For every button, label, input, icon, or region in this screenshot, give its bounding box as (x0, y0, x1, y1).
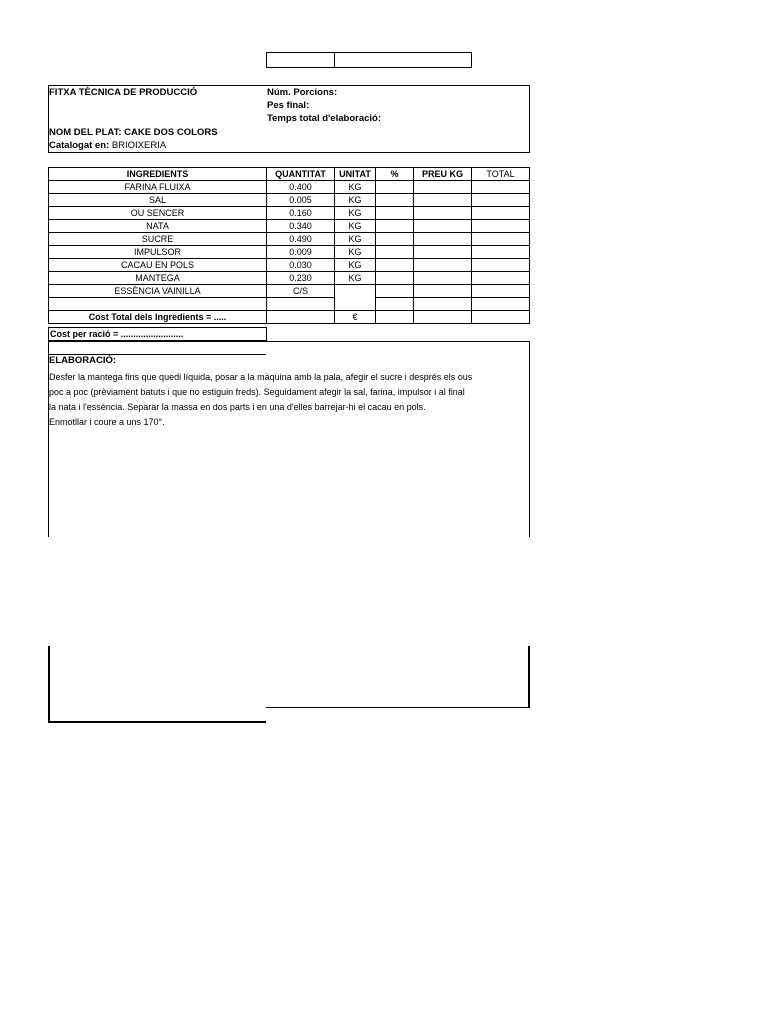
col-header-quantity: QUANTITAT (267, 168, 335, 181)
catalog-label: Catalogat en: (49, 140, 110, 151)
percent-cell (376, 207, 414, 220)
table-row (49, 259, 530, 272)
cost-per-portion-row (48, 327, 267, 341)
percent-cell (376, 259, 414, 272)
percent-cell (376, 220, 414, 233)
unit-cell: KG (335, 207, 376, 220)
percent-cell (376, 233, 414, 246)
unit-cell: KG (335, 246, 376, 259)
ingredient-cell: SUCRE (49, 233, 267, 246)
ingredient-cell: OU SENCER (49, 207, 267, 220)
sheet-title: FITXA TÈCNICA DE PRODUCCIÓ (49, 87, 198, 98)
table-row (49, 194, 530, 207)
elaboration-line: la nata i l'essència. Separar la massa en dos parts i en una d'elles barrejar-hi el cacau en pols. (49, 402, 426, 412)
price-cell (414, 285, 472, 298)
col-header-unit: UNITAT (335, 168, 376, 181)
ingredient-cell: NATA (49, 220, 267, 233)
total-cell (472, 259, 530, 272)
ingredient-cell: MANTEGA (49, 272, 267, 285)
box-continuation-bottom-left (48, 721, 266, 723)
table-header-row (49, 168, 530, 181)
table-row (49, 207, 530, 220)
dish-name: NOM DEL PLAT: CAKE DOS COLORS (49, 127, 218, 138)
total-cost-row (49, 311, 530, 324)
elaboration-line: Desfer la mantega fins que quedi líquida, posar a la màquina amb la pala, afegir el sucre i després els ous (49, 372, 473, 382)
unit-cell: KG (335, 181, 376, 194)
col-header-percent: % (376, 168, 414, 181)
cost-per-portion-label: Cost per ració = ......................... (50, 329, 184, 339)
unit-cell: KG (335, 220, 376, 233)
quantity-cell: 0.230 (267, 272, 335, 285)
price-cell (414, 207, 472, 220)
table-row-empty (49, 298, 530, 311)
quantity-cell: 0.005 (267, 194, 335, 207)
total-cost-value (267, 311, 335, 324)
percent-cell (376, 181, 414, 194)
price-cell (414, 194, 472, 207)
catalog-value: BRIOIXERIA (111, 140, 167, 151)
total-cost-label: Cost Total dels Ingredients = ..... (49, 311, 267, 324)
currency-symbol: € (335, 311, 376, 324)
quantity-cell: 0.009 (267, 246, 335, 259)
price-cell (414, 233, 472, 246)
table-row (49, 220, 530, 233)
unit-cell: KG (335, 272, 376, 285)
table-row (49, 181, 530, 194)
total-cell (472, 272, 530, 285)
price-cell (414, 272, 472, 285)
quantity-cell: C/S (267, 285, 335, 298)
total-cell (472, 233, 530, 246)
box-continuation-right (528, 646, 530, 708)
quantity-cell: 0.340 (267, 220, 335, 233)
box-continuation-left (48, 646, 50, 723)
unit-cell: KG (335, 194, 376, 207)
table-row (49, 246, 530, 259)
percent-cell (376, 194, 414, 207)
table-row (49, 233, 530, 246)
col-header-price-kg: PREU KG (414, 168, 472, 181)
percent-cell (376, 246, 414, 259)
unit-cell: KG (335, 233, 376, 246)
total-cell (472, 246, 530, 259)
elaboration-line: poc a poc (prèviament batuts i que no estiguin freds). Seguidament afegir la sal, farina, impulsor i al final (49, 387, 465, 397)
elaboration-title: ELABORACIÓ: (49, 355, 117, 366)
total-cell (472, 207, 530, 220)
table-row (49, 272, 530, 285)
ingredient-cell: IMPULSOR (49, 246, 267, 259)
ingredients-table (48, 167, 530, 324)
price-cell (414, 220, 472, 233)
percent-cell (376, 285, 414, 298)
ingredient-cell: FARINA FLUIXA (49, 181, 267, 194)
col-header-ingredients: INGREDIENTS (49, 168, 267, 181)
percent-cell (376, 272, 414, 285)
total-cell (472, 311, 530, 324)
table-row (49, 285, 530, 298)
box-continuation-bottom-right (266, 707, 530, 708)
quantity-cell: 0.030 (267, 259, 335, 272)
total-cell (472, 285, 530, 298)
quantity-cell: 0.160 (267, 207, 335, 220)
unit-cell: KG (335, 259, 376, 272)
ingredient-cell: ESSÈNCIA VAINILLA (49, 285, 267, 298)
price-cell (414, 246, 472, 259)
total-cell (472, 194, 530, 207)
catalog-line (49, 139, 166, 152)
total-cell (472, 181, 530, 194)
percent-cell (376, 311, 414, 324)
quantity-cell: 0.400 (267, 181, 335, 194)
total-time-label: Temps total d'elaboració: (267, 113, 381, 124)
elaboration-line: Enmotllar i coure a uns 170°. (49, 417, 165, 427)
portions-label: Núm. Porcions: (267, 87, 338, 98)
total-cell (472, 220, 530, 233)
ingredient-cell: SAL (49, 194, 267, 207)
price-cell (414, 181, 472, 194)
quantity-cell: 0.490 (267, 233, 335, 246)
price-cell (414, 259, 472, 272)
top-field-left (266, 52, 335, 68)
final-weight-label: Pes final: (267, 100, 310, 111)
col-header-total: TOTAL (472, 168, 530, 181)
top-field-right (334, 52, 472, 68)
price-cell (414, 311, 472, 324)
ingredient-cell: CACAU EN POLS (49, 259, 267, 272)
unit-cell (335, 285, 376, 298)
